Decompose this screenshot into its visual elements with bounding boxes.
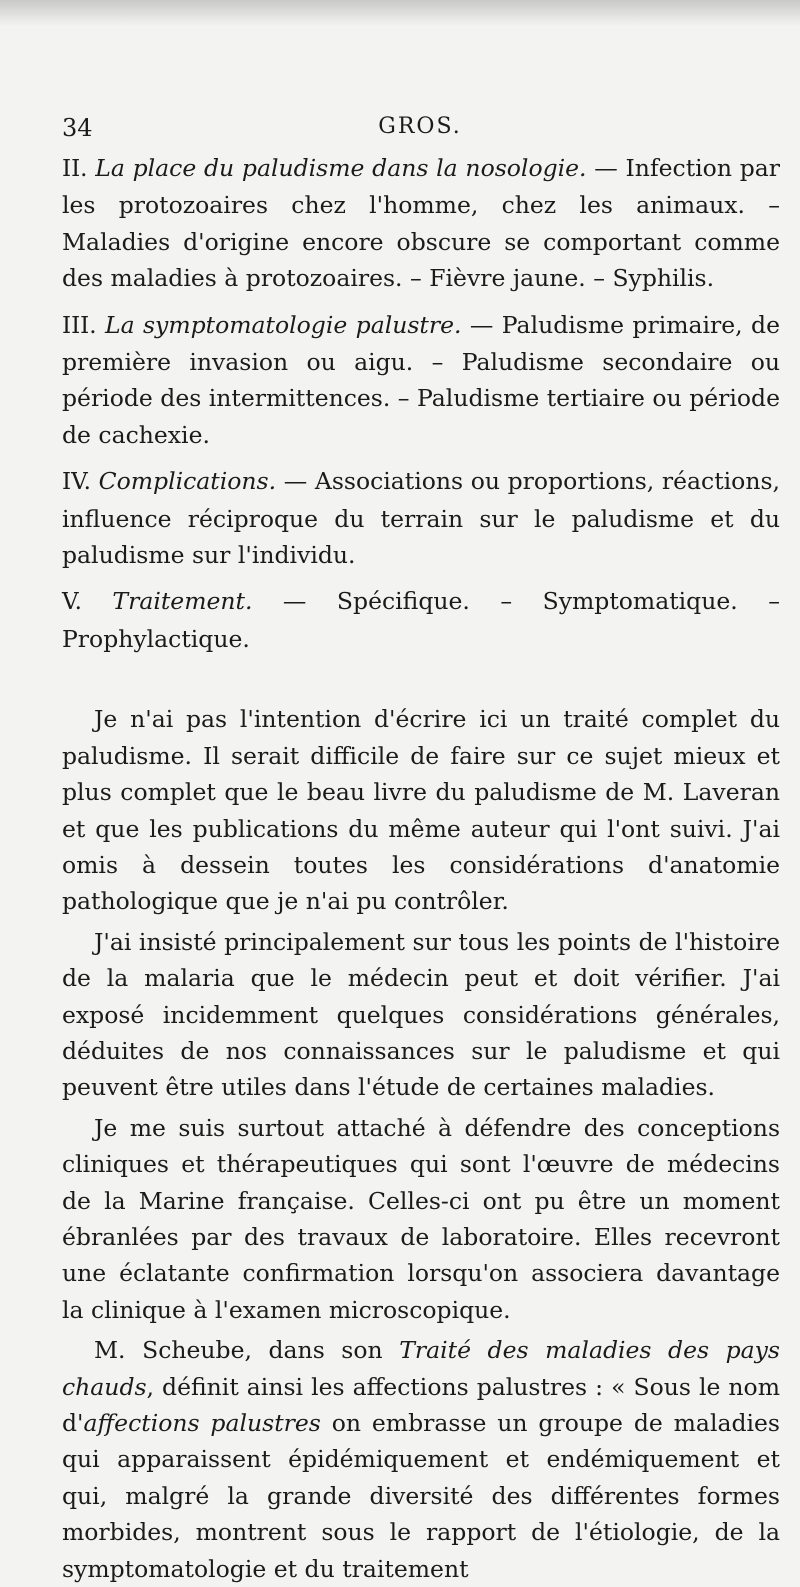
paragraph: Je me suis surtout attaché à défendre des conceptions cliniques et thérapeutiques qui sont l'œuvre de médecins de la Marine française. Celles-ci ont pu être un moment ébranlées par des travaux de laboratoire. Elles recevront une éclatante confirmation lorsqu'on associera davantage la clinique à l'examen microscopique. bbox=[62, 1113, 780, 1324]
paragraph-scheube-quote bbox=[62, 1332, 780, 1587]
page-number: 34 bbox=[62, 114, 93, 142]
outline-numeral: III. bbox=[62, 312, 97, 339]
book-title: Traité des maladies des pays chauds bbox=[62, 1336, 780, 1401]
outline-text: — Associations ou proportions, réactions, influence réciproque du terrain sur le paludisme et du paludisme sur l'individu. bbox=[62, 467, 780, 570]
term-affections-palustres: affections palustres bbox=[83, 1409, 321, 1437]
text-run: on embrasse un groupe de maladies qui apparaissent épidémiquement et endémiquement et qui, malgré la grande diversité des différentes formes morbides, montrent sous le rapport de l'étiologie, de la symptomatologie et du traitement bbox=[62, 1409, 780, 1583]
chapter-outline bbox=[62, 150, 780, 657]
outline-title: Traitement. bbox=[112, 587, 253, 616]
outline-text: — Spécifique. – Symptomatique. – Prophylactique. bbox=[62, 587, 780, 653]
page-content bbox=[62, 150, 780, 1587]
outline-title: La symptomatologie palustre. bbox=[104, 310, 462, 339]
outline-title: Complications. bbox=[98, 467, 277, 496]
outline-item bbox=[62, 150, 780, 297]
outline-item bbox=[62, 463, 780, 573]
text-run: , définit ainsi les affections palustres : « Sous le nom d' bbox=[62, 1372, 780, 1437]
outline-title: La place du paludisme dans la nosologie. bbox=[95, 154, 587, 182]
outline-item bbox=[62, 583, 780, 657]
paragraph: J'ai insisté principalement sur tous les points de l'histoire de la malaria que le médecin peut et doit vérifier. J'ai exposé incidemment quelques considérations générales, déduites de nos connaissances sur le paludisme et qui peuvent être utiles dans l'étude de certaines maladies. bbox=[62, 927, 780, 1102]
running-title: GROS. bbox=[378, 114, 462, 139]
body-text bbox=[62, 701, 780, 1587]
outline-item bbox=[62, 307, 780, 454]
page-edge-shadow bbox=[0, 0, 800, 26]
outline-numeral: IV. bbox=[62, 469, 91, 496]
outline-numeral: V. bbox=[62, 589, 82, 616]
outline-numeral: II. bbox=[62, 156, 88, 182]
outline-text: — Paludisme primaire, de première invasion ou aigu. – Paludisme secondaire ou période des intermittences. – Paludisme tertiaire ou période de cachexie. bbox=[62, 310, 780, 449]
page-header bbox=[62, 114, 778, 148]
text-run: M. Scheube, dans son bbox=[94, 1336, 400, 1365]
paragraph: Je n'ai pas l'intention d'écrire ici un traité complet du paludisme. Il serait difficile de faire sur ce sujet mieux et plus complet que le beau livre du paludisme de M. Laveran et que les publications du même auteur qui l'ont suivi. J'ai omis à dessein toutes les considérations d'anatomie pathologique que je n'ai pu contrôler. bbox=[62, 705, 780, 916]
outline-text: — Infection par les protozoaires chez l'homme, chez les animaux. – Maladies d'origine encore obscure se comportant comme des maladies à protozoaires. – Fièvre jaune. – Syphilis. bbox=[62, 154, 780, 293]
